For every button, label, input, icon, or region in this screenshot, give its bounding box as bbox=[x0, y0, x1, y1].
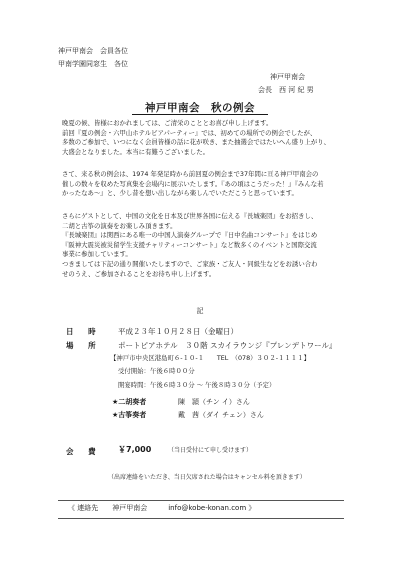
paragraph-line: さらにゲストとして、中国の文化を日本及び世界各国に伝える『長城楽団』をお招きし、 bbox=[62, 212, 318, 220]
paragraph-line: 二胡と古筝の演奏をお楽しみ頂きます。 bbox=[62, 221, 177, 230]
paragraph-line: 多数のご参加で、いつになく会員皆様の話に花が咲き、また抽選会ではたいへん盛り上がり、 bbox=[62, 138, 331, 147]
erhu-performer: 陳 頴（チン イ）さん bbox=[178, 398, 250, 406]
erhu-role: ★二胡奏者 bbox=[112, 398, 147, 406]
guzheng-performer: 戴 茜（ダイ チェン）さん bbox=[178, 411, 264, 419]
paragraph-line: 催しの数々を収めた写真集を会場内に展示いたします。『あの頃はこうだった！』『みんな若 bbox=[62, 179, 324, 188]
paragraph-line: 晩夏の候、皆様におかれましては、ご清栄のこととお喜び申し上げます。 bbox=[62, 119, 273, 127]
address-line: 【神戸市中央区港島町６-１０-１ TEL （078）３０２-１１１１】 bbox=[110, 354, 310, 362]
paragraph-photo-exhibit bbox=[62, 170, 354, 199]
paragraph-line: 『阪神大震災被災留学生支援チャリティーコンサート』など数多くのイベントと国際交流 bbox=[62, 240, 317, 249]
paragraph-guest bbox=[62, 212, 354, 279]
fee-amount: ￥7,000 bbox=[118, 445, 152, 454]
paragraph-line: せのうえ、ご参加されることをお待ち申し上げます。 bbox=[62, 269, 216, 278]
paragraph-line: 『長城楽団』は関西にある唯一の中国人演奏グループで『日中名曲コンサート』をはじめ bbox=[62, 231, 318, 240]
addressee-members: 神戸甲南会 会員各位 bbox=[58, 47, 128, 55]
sender-name: 会長 西 河 紀 男 bbox=[258, 86, 314, 94]
paragraph-line: 前回『夏の例会・六甲山ホテルビアパーティー』では、初めての場所での例会でしたが、 bbox=[62, 128, 317, 137]
paragraph-line: 事業に参加しています。 bbox=[62, 250, 132, 259]
paragraph-line: かったなあ～』と、少し昔を想い出しながら楽しんでいただこうと思っています。 bbox=[62, 189, 298, 198]
place-value: ポートピアホテル ３０階 スカイラウンジ『プレンデトワール』 bbox=[118, 341, 337, 350]
contact-line: 《 連絡先 神戸甲南会 info@kobe-konan.com 》 bbox=[68, 504, 256, 512]
ki-heading: 記 bbox=[196, 307, 204, 315]
fee-note: （当日受付にて申し受けます） bbox=[168, 447, 253, 454]
party-time: 開宴時間：午後６時３０分 ～ 午後８時３０分（予定） bbox=[118, 381, 276, 389]
addressee-alumni: 甲南学園同窓生 各位 bbox=[58, 60, 128, 68]
place-label: 場 所 bbox=[66, 341, 102, 350]
paragraph-line: 大盛会となりました。本当に有難うございました。 bbox=[62, 147, 209, 156]
paragraph-greeting bbox=[62, 119, 354, 157]
cancel-note: （出席連絡をいただき、当日欠席された場合はキャンセル料を頂きます） bbox=[108, 474, 306, 481]
date-value: 平成２３年１０月２８日（金曜日） bbox=[118, 327, 238, 336]
reception-time: 受付開始：午後６時００分 bbox=[118, 367, 195, 375]
date-label: 日 時 bbox=[66, 327, 102, 336]
paragraph-line: さて、来る秋の例会は、1974 年発足時から前回夏の例会まで37年間に亘る神戸甲南会の bbox=[62, 170, 319, 178]
sender-org: 神戸甲南会 bbox=[270, 73, 305, 81]
title-underline bbox=[132, 114, 268, 115]
paragraph-line: つきましては下記の通り開催いたしますので、ご家族・ご友人・同級生などをお誘い合わ bbox=[62, 259, 318, 268]
guzheng-role: ★古筝奏者 bbox=[112, 411, 147, 419]
fee-label: 会 費 bbox=[66, 447, 102, 456]
page-title: 神戸甲南会 秋の例会 bbox=[145, 102, 255, 114]
